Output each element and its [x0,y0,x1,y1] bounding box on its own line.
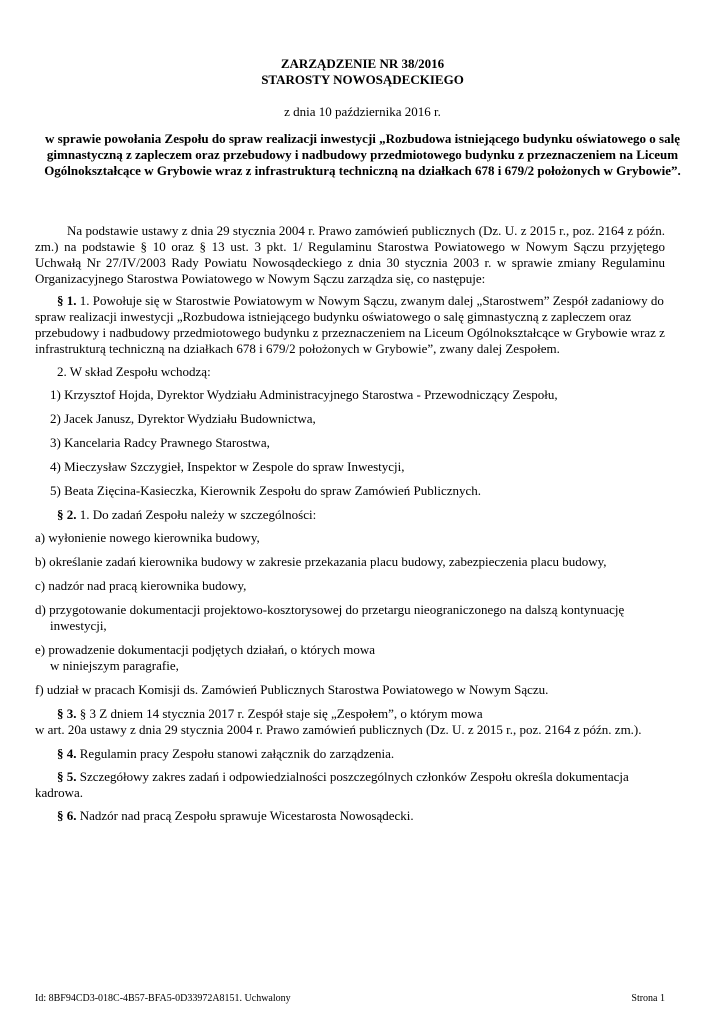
footer-document-id: Id: 8BF94CD3-018C-4B57-BFA5-0D33972A8151. Uchwalony [35,993,291,1004]
section-5-paragraph [35,769,665,801]
member-item: 1) Krzysztof Hojda, Dyrektor Wydziału Administracyjnego Starostwa - Przewodniczący Zespołu, [50,387,558,402]
document-date: z dnia 10 października 2016 r. [284,104,441,119]
section-1-label: § 1. [57,293,77,308]
task-item: a) wyłonienie nowego kierownika budowy, [35,530,260,545]
member-list [35,387,665,499]
intro-paragraph: Na podstawie ustawy z dnia 29 stycznia 2004 r. Prawo zamówień publicznych (Dz. U. z 2015 r., poz. 2164 z późn. zm.) na podstawie § 10 oraz § 13 ust. 3 pkt. 1/ Regulaminu Starostwa Powiatowego w Nowym Sączu przyjętego Uchwałą Nr 27/IV/2003 Rady Powiatu Nowosądeckiego z dnia 30 stycznia 2003 r. w sprawie zmiany Regulaminu Organizacyjnego Starostwa Powiatowego w Nowym Sączu zarządza się, co następuje: [35,223,665,286]
section-6-paragraph [35,808,665,824]
section-6-text: Nadzór nad pracą Zespołu sprawuje Wicestarosta Nowosądecki. [76,808,414,823]
member-item: 2) Jacek Janusz, Dyrektor Wydziału Budownictwa, [50,411,316,426]
section-1-text: 1. Powołuje się w Starostwie Powiatowym w Nowym Sączu, zwanym dalej „Starostwem” Zespół zadaniowy do spraw realizacji inwestycji „Rozbudowa istniejącego budynku oświatowego o salę gimnastyczną z zapleczem oraz przebudowy i nadbudowy przedmiotowego budynku z przeznaczeniem na Liceum Ogólnokształcące w Grybowie wraz z infrastrukturą techniczną na działkach 678 i 679/2 położonych w Grybowie”, zwany dalej Zespołem. [35,293,665,356]
section-2-text: 1. Do zadań Zespołu należy w szczególności: [76,507,317,522]
section-5-text: Szczegółowy zakres zadań i odpowiedzialności poszczególnych członków Zespołu określa dokumentacja kadrowa. [35,769,629,800]
section-4-paragraph [35,746,665,762]
section-1-paragraph-1 [35,293,665,357]
document-body [35,223,665,831]
task-item: c) nadzór nad pracą kierownika budowy, [35,578,247,593]
section-6-label: § 6. [57,808,77,823]
member-item: 4) Mieczysław Szczygieł, Inspektor w Zespole do spraw Inwestycji, [50,459,405,474]
title-line-1: ZARZĄDZENIE NR 38/2016 [280,56,445,71]
task-item: d) przygotowanie dokumentacji projektowo-kosztorysowej do przetargu nieograniczonego na dalszą kontynuację inwestycji, [35,602,625,633]
section-3-label: § 3. [57,706,77,721]
section-2-label: § 2. [57,507,77,522]
member-item: 5) Beata Zięcina-Kasieczka, Kierownik Zespołu do spraw Zamówień Publicznych. [50,483,482,498]
section-4-label: § 4. [57,746,77,761]
section-2-paragraph [35,507,665,523]
footer-page-number: Strona 1 [631,993,665,1004]
section-3-text: § 3 Z dniem 14 stycznia 2017 r. Zespół staje się „Zespołem”, o którym mowa [76,706,483,721]
title-line-2: STAROSTY NOWOSĄDECKIEGO [261,72,464,87]
task-item: f) udział w pracach Komisji ds. Zamówień Publicznych Starostwa Powiatowego w Nowym Sączu. [35,682,549,697]
section-3-paragraph-continued: w art. 20a ustawy z dnia 29 stycznia 2004 r. Prawo zamówień publicznych (Dz. U. z 2015 r., poz. 2164 z późn. zm.). [35,722,642,737]
section-5-label: § 5. [57,769,77,784]
task-item: b) określanie zadań kierownika budowy w zakresie przekazania placu budowy, zabezpieczenia placu budowy, [35,554,607,569]
task-list [35,530,665,698]
member-item: 3) Kancelaria Radcy Prawnego Starostwa, [50,435,270,450]
task-item: e) prowadzenie dokumentacji podjętych działań, o których mowa [35,642,376,657]
task-item-continuation: w niniejszym paragrafie, [50,658,179,673]
section-3-paragraph [35,706,665,722]
document-title [0,56,725,88]
section-4-text: Regulamin pracy Zespołu stanowi załącznik do zarządzenia. [76,746,395,761]
section-1-paragraph-2: 2. W skład Zespołu wchodzą: [57,364,211,379]
document-subject: w sprawie powołania Zespołu do spraw realizacji inwestycji „Rozbudowa istniejącego budynku oświatowego o salę gimnastyczną z zapleczem oraz przebudowy i nadbudowy przedmiotowego budynku z przeznaczeniem na Liceum Ogólnokształcące w Grybowie wraz z infrastrukturą techniczną na działkach 678 i 679/2 położonych w Grybowie”. [44,131,681,178]
